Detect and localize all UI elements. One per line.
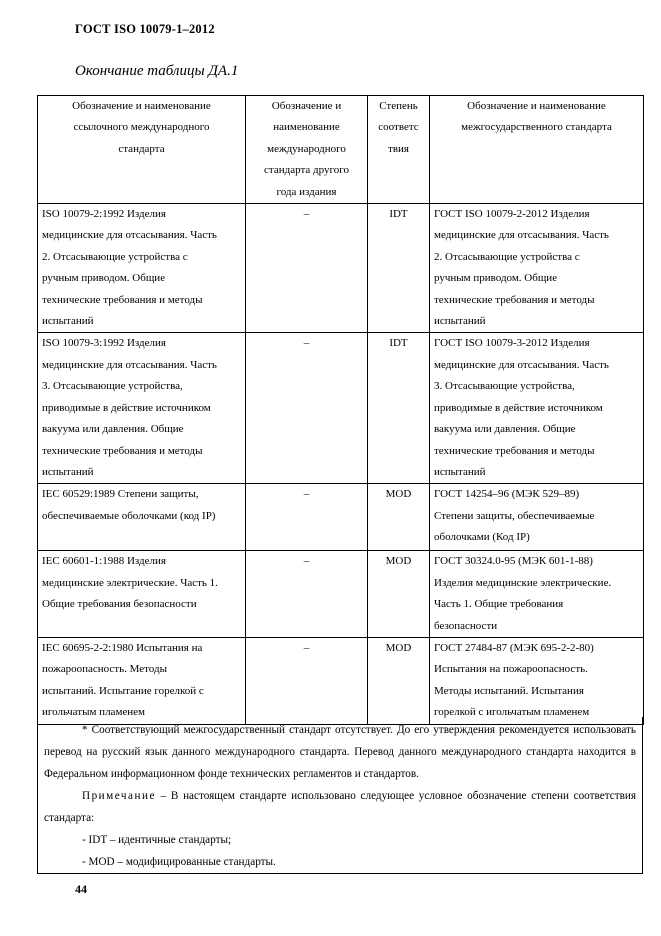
table-row bbox=[38, 551, 644, 638]
table-row bbox=[38, 333, 644, 484]
document-header: ГОСТ ISO 10079-1–2012 bbox=[75, 22, 215, 36]
cell-other-year-standard: – bbox=[246, 484, 368, 551]
cell-degree: IDT bbox=[368, 204, 430, 333]
table-header-row bbox=[38, 96, 644, 204]
cell-other-year-standard: – bbox=[246, 333, 368, 484]
cell-other-year-standard: – bbox=[246, 637, 368, 724]
table-footnotes bbox=[37, 717, 643, 874]
cell-interstate-standard: ГОСТ 30324.0-95 (МЭК 601-1-88) Изделия медицинские электрические. Часть 1. Общие требования безопасности bbox=[430, 551, 644, 638]
column-header-interstate-standard: Обозначение и наименование межгосударственного стандарта bbox=[430, 96, 644, 204]
cell-interstate-standard: ГОСТ ISO 10079-3-2012 Изделия медицинские для отсасывания. Часть 3. Отсасывающие устройства, приводимые в действие источником вакуума или давления. Общие технические требования и методы испытаний bbox=[430, 333, 644, 484]
cell-degree: IDT bbox=[368, 333, 430, 484]
note-paragraph bbox=[44, 785, 636, 829]
column-header-reference-standard: Обозначение и наименование ссылочного международного стандарта bbox=[38, 96, 246, 204]
note-item-idt: - IDT – идентичные стандарты; bbox=[82, 834, 232, 846]
table-row bbox=[38, 637, 644, 724]
cell-interstate-standard: ГОСТ ISO 10079-2-2012 Изделия медицинские для отсасывания. Часть 2. Отсасывающие устройства с ручным приводом. Общие технические требования и методы испытаний bbox=[430, 204, 644, 333]
table-caption: Окончание таблицы ДА.1 bbox=[75, 63, 239, 79]
standards-table bbox=[37, 95, 644, 725]
cell-degree: MOD bbox=[368, 484, 430, 551]
cell-other-year-standard: – bbox=[246, 551, 368, 638]
column-header-degree: Степень соответс твия bbox=[368, 96, 430, 204]
note-label: Примечание bbox=[82, 790, 156, 802]
cell-interstate-standard: ГОСТ 14254–96 (МЭК 529–89) Степени защиты, обеспечиваемые оболочками (Код IP) bbox=[430, 484, 644, 551]
cell-degree: MOD bbox=[368, 551, 430, 638]
note-text: – В настоящем стандарте использовано следующее условное обозначение степени соответствия стандарта: bbox=[44, 790, 636, 824]
cell-reference-standard: IEC 60601-1:1988 Изделия медицинские электрические. Часть 1. Общие требования безопасности bbox=[38, 551, 246, 638]
cell-reference-standard: IEC 60529:1989 Степени защиты, обеспечиваемые оболочками (код IP) bbox=[38, 484, 246, 551]
cell-other-year-standard: – bbox=[246, 204, 368, 333]
cell-reference-standard: ISO 10079-2:1992 Изделия медицинские для отсасывания. Часть 2. Отсасывающие устройства с ручным приводом. Общие технические требования и методы испытаний bbox=[38, 204, 246, 333]
page-number: 44 bbox=[75, 882, 87, 896]
note-item-mod: - MOD – модифицированные стандарты. bbox=[82, 856, 276, 868]
table-row bbox=[38, 204, 644, 333]
cell-interstate-standard: ГОСТ 27484-87 (МЭК 695-2-2-80) Испытания на пожароопасность. Методы испытаний. Испытания горелкой с игольчатым пламенем bbox=[430, 637, 644, 724]
cell-reference-standard: IEC 60695-2-2:1980 Испытания на пожароопасность. Методы испытаний. Испытание горелкой с игольчатым пламенем bbox=[38, 637, 246, 724]
table-row bbox=[38, 484, 644, 551]
column-header-other-year-standard: Обозначение и наименование международного стандарта другого года издания bbox=[246, 96, 368, 204]
footnote-star: * Соответствующий межгосударственный стандарт отсутствует. До его утверждения рекомендуется использовать перевод на русский язык данного международного стандарта. Перевод данного международного стандарта находится в Федеральном информационном фонде технических регламентов и стандартов. bbox=[44, 724, 636, 780]
cell-degree: MOD bbox=[368, 637, 430, 724]
cell-reference-standard: ISO 10079-3:1992 Изделия медицинские для отсасывания. Часть 3. Отсасывающие устройства, приводимые в действие источником вакуума или давления. Общие технические требования и методы испытаний bbox=[38, 333, 246, 484]
